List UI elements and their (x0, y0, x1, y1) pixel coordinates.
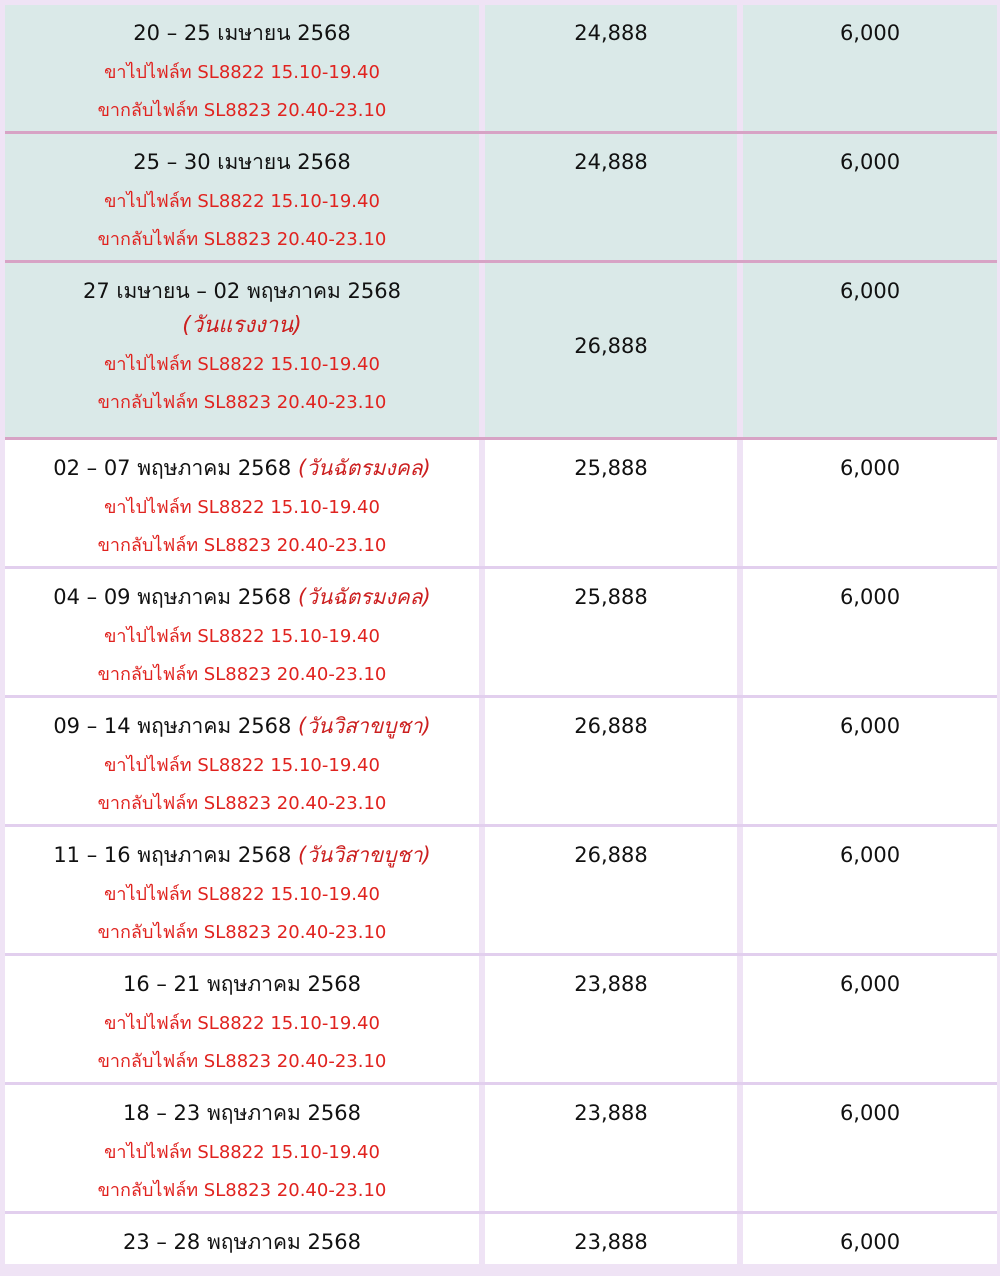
table-row (5, 827, 997, 956)
date-range: 11 – 16 พฤษภาคม 2568 (53, 843, 292, 867)
single-supplement-value: 6,000 (839, 1101, 901, 1125)
outbound-flight: ขาไปไฟล์ท SL8822 15.10-19.40 (104, 1013, 380, 1034)
price-value: 26,888 (574, 843, 648, 867)
price-value: 25,888 (574, 585, 648, 609)
single-supplement-cell (743, 956, 997, 1082)
price-value: 26,888 (574, 714, 648, 738)
holiday-label: (วันฉัตรมงคล) (297, 456, 431, 480)
single-supplement-cell (743, 440, 997, 566)
single-supplement-cell (743, 1214, 997, 1264)
date-cell (5, 263, 479, 437)
table-row (5, 5, 997, 134)
return-flight: ขากลับไฟล์ท SL8823 20.40-23.10 (97, 922, 387, 943)
return-flight: ขากลับไฟล์ท SL8823 20.40-23.10 (97, 664, 387, 685)
date-cell (5, 698, 479, 824)
price-value: 23,888 (574, 972, 648, 996)
date-range: 18 – 23 พฤษภาคม 2568 (122, 1101, 361, 1125)
travel-dates (5, 712, 479, 740)
table-row (5, 569, 997, 698)
price-value: 25,888 (574, 456, 648, 480)
outbound-flight: ขาไปไฟล์ท SL8822 15.10-19.40 (104, 1142, 380, 1163)
outbound-flight: ขาไปไฟล์ท SL8822 15.10-19.40 (104, 354, 380, 375)
travel-dates (5, 277, 479, 305)
date-cell (5, 956, 479, 1082)
travel-dates (5, 841, 479, 869)
price-cell (485, 134, 737, 260)
return-flight: ขากลับไฟล์ท SL8823 20.40-23.10 (97, 229, 387, 250)
price-cell (485, 5, 737, 131)
outbound-flight: ขาไปไฟล์ท SL8822 15.10-19.40 (104, 62, 380, 83)
travel-dates (5, 1228, 479, 1256)
date-range: 23 – 28 พฤษภาคม 2568 (122, 1230, 361, 1254)
single-supplement-value: 6,000 (839, 585, 901, 609)
holiday-label: (วันแรงงาน) (182, 313, 302, 338)
price-cell (485, 698, 737, 824)
date-range: 27 เมษายน – 02 พฤษภาคม 2568 (82, 279, 401, 303)
return-flight: ขากลับไฟล์ท SL8823 20.40-23.10 (97, 1180, 387, 1201)
holiday-label: (วันวิสาขบูชา) (298, 843, 431, 867)
price-cell (485, 956, 737, 1082)
travel-dates (5, 454, 479, 482)
outbound-flight: ขาไปไฟล์ท SL8822 15.10-19.40 (104, 626, 380, 647)
price-cell (485, 440, 737, 566)
date-cell (5, 5, 479, 131)
travel-dates (5, 583, 479, 611)
return-flight: ขากลับไฟล์ท SL8823 20.40-23.10 (97, 392, 387, 413)
single-supplement-value: 6,000 (839, 21, 901, 45)
single-supplement-cell (743, 827, 997, 953)
return-flight: ขากลับไฟล์ท SL8823 20.40-23.10 (97, 100, 387, 121)
holiday-label: (วันวิสาขบูชา) (298, 714, 431, 738)
table-row (5, 1085, 997, 1214)
travel-dates (5, 970, 479, 998)
outbound-flight: ขาไปไฟล์ท SL8822 15.10-19.40 (104, 755, 380, 776)
single-supplement-cell (743, 569, 997, 695)
price-value: 23,888 (574, 1230, 648, 1254)
table-row (5, 956, 997, 1085)
price-value: 23,888 (574, 1101, 648, 1125)
date-cell (5, 134, 479, 260)
travel-dates (5, 1099, 479, 1127)
price-value: 26,888 (574, 334, 648, 358)
price-cell (485, 569, 737, 695)
price-cell (485, 827, 737, 953)
travel-dates (5, 19, 479, 47)
single-supplement-value: 6,000 (839, 972, 901, 996)
return-flight: ขากลับไฟล์ท SL8823 20.40-23.10 (97, 1051, 387, 1072)
single-supplement-cell (743, 263, 997, 437)
table-row (5, 134, 997, 263)
single-supplement-value: 6,000 (839, 843, 901, 867)
table-row (5, 698, 997, 827)
travel-dates (5, 148, 479, 176)
outbound-flight: ขาไปไฟล์ท SL8822 15.10-19.40 (104, 191, 380, 212)
date-cell (5, 1214, 479, 1264)
price-value: 24,888 (574, 21, 648, 45)
date-range: 16 – 21 พฤษภาคม 2568 (122, 972, 361, 996)
single-supplement-cell (743, 134, 997, 260)
table-row (5, 263, 997, 440)
single-supplement-value: 6,000 (839, 1230, 901, 1254)
date-range: 02 – 07 พฤษภาคม 2568 (53, 456, 292, 480)
table-row (5, 440, 997, 569)
return-flight: ขากลับไฟล์ท SL8823 20.40-23.10 (97, 793, 387, 814)
price-cell (485, 1085, 737, 1211)
table-row (5, 1214, 997, 1264)
date-cell (5, 440, 479, 566)
outbound-flight: ขาไปไฟล์ท SL8822 15.10-19.40 (104, 884, 380, 905)
outbound-flight: ขาไปไฟล์ท SL8822 15.10-19.40 (104, 497, 380, 518)
single-supplement-cell (743, 698, 997, 824)
single-supplement-value: 6,000 (839, 279, 901, 303)
price-value: 24,888 (574, 150, 648, 174)
single-supplement-value: 6,000 (839, 714, 901, 738)
date-cell (5, 569, 479, 695)
date-cell (5, 1085, 479, 1211)
date-range: 25 – 30 เมษายน 2568 (133, 150, 351, 174)
return-flight: ขากลับไฟล์ท SL8823 20.40-23.10 (97, 535, 387, 556)
holiday-label: (วันฉัตรมงคล) (297, 585, 431, 609)
date-range: 09 – 14 พฤษภาคม 2568 (53, 714, 292, 738)
date-range: 20 – 25 เมษายน 2568 (133, 21, 351, 45)
date-cell (5, 827, 479, 953)
single-supplement-value: 6,000 (839, 456, 901, 480)
price-cell (485, 1214, 737, 1264)
single-supplement-cell (743, 5, 997, 131)
date-range: 04 – 09 พฤษภาคม 2568 (53, 585, 292, 609)
tour-price-table (5, 5, 997, 1264)
single-supplement-cell (743, 1085, 997, 1211)
price-cell (485, 263, 737, 437)
single-supplement-value: 6,000 (839, 150, 901, 174)
